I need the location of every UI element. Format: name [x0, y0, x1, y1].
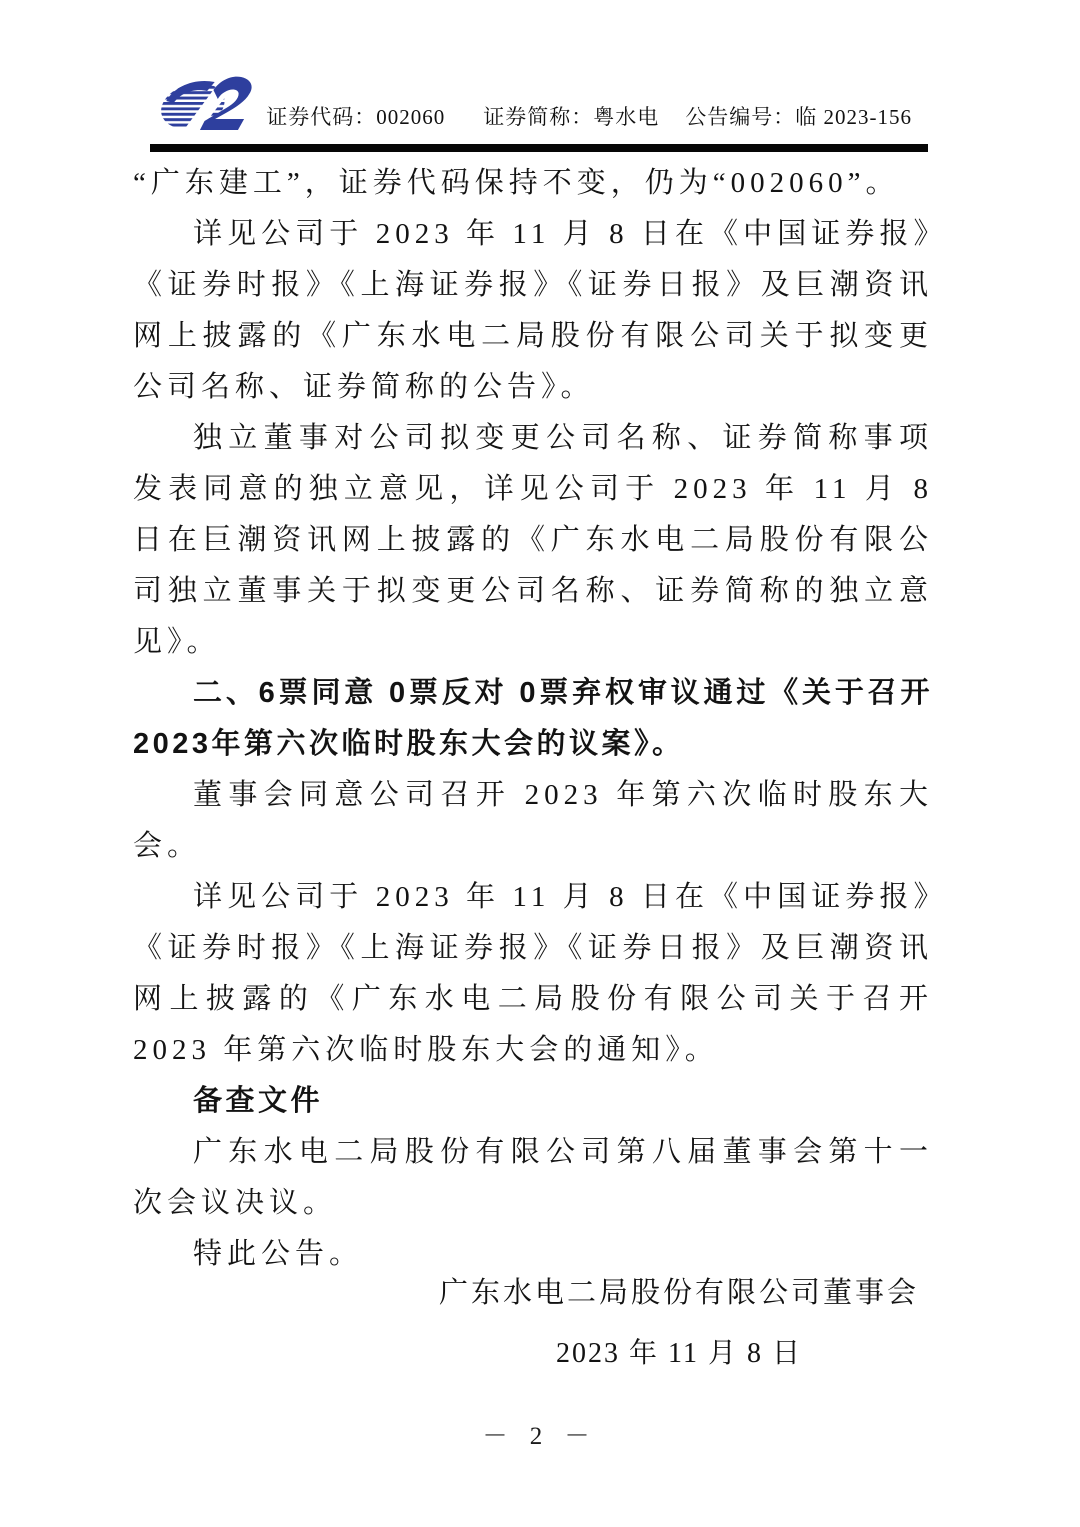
paragraph: 详见公司于 2023 年 11 月 8 日在《中国证券报》《证券时报》《上海证券报》《证券日报》及巨潮资讯网上披露的《广东水电二局股份有限公司关于拟变更公司名称、证券简称的公告》。 — [133, 218, 933, 403]
paragraph: 董事会同意公司召开 2023 年第六次临时股东大会。 — [133, 779, 933, 862]
page-header — [0, 0, 1080, 160]
stock-code-label: 证券代码：002060 — [266, 105, 446, 129]
paragraph: 独立董事对公司拟变更公司名称、证券简称事项发表同意的独立意见，详见公司于 2023 年 11 月 8 日在巨潮资讯网上披露的《广东水电二局股份有限公司独立董事关于拟变更公司名称、证券简称的独立意见》。 — [133, 422, 933, 658]
paragraph: “广东建工”，证券代码保持不变，仍为“002060”。 — [133, 167, 900, 199]
company-logo-icon — [157, 74, 253, 132]
paragraph: 二、6票同意 0票反对 0票弃权审议通过《关于召开2023年第六次临时股东大会的议案》。 — [133, 677, 933, 760]
paragraph: 备查文件 — [193, 1085, 324, 1117]
header-divider-rule — [150, 144, 928, 152]
company-logo — [157, 74, 253, 132]
securities-info-line — [266, 101, 912, 131]
signature-company: 广东水电二局股份有限公司董事会 — [438, 1277, 919, 1309]
signature-date: 2023 年 11 月 8 日 — [556, 1338, 802, 1369]
announcement-number-label: 公告编号：临 2023-156 — [685, 105, 912, 129]
document-body — [133, 158, 933, 1280]
paragraph: 特此公告。 — [193, 1238, 364, 1270]
signature-block — [436, 1272, 922, 1374]
paragraph: 详见公司于 2023 年 11 月 8 日在《中国证券报》《证券时报》《上海证券报》《证券日报》及巨潮资讯网上披露的《广东水电二局股份有限公司关于召开 2023 年第六次临时股东大会的通知》。 — [133, 881, 933, 1066]
stock-name-label: 证券简称：粤水电 — [483, 105, 660, 129]
page-number: － 2 － — [482, 1423, 598, 1450]
paragraph: 广东水电二局股份有限公司第八届董事会第十一次会议决议。 — [133, 1136, 933, 1219]
